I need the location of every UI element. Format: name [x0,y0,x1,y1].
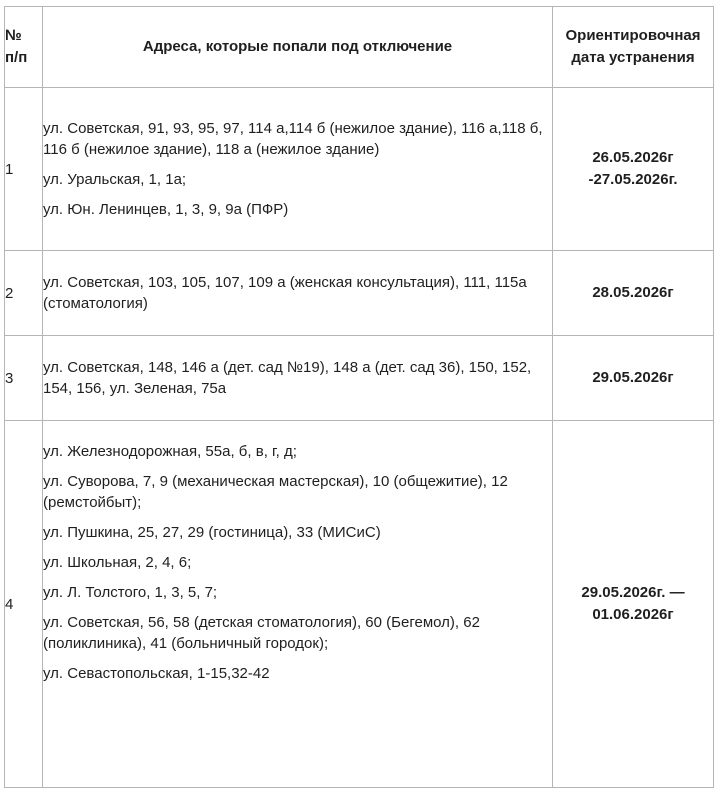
address-line: ул. Советская, 91, 93, 95, 97, 114 а,114 б (нежилое здание), 116 а,118 б, 116 б (нежилое здание), 118 а (нежилое здание) [43,120,543,158]
header-number [5,7,43,88]
header-date [553,7,714,88]
row-addresses [43,421,553,788]
row-addresses [43,88,553,251]
outage-table [4,6,714,788]
address-line: ул. Железнодорожная, 55а, б, в, г, д; [43,443,297,460]
address-line: ул. Советская, 148, 146 а (дет. сад №19), 148 а (дет. сад 36), 150, 152, 154, 156, ул. Зеленая, 75а [43,359,532,397]
date-line2: -27.05.2026г. [588,171,678,188]
row-number: 1 [5,88,43,251]
date-line2: 01.06.2026г [592,606,674,623]
header-date-line2: дата устранения [571,49,695,66]
date-line1: 26.05.2026г [592,149,674,166]
row-number: 2 [5,251,43,336]
row-date [553,336,714,421]
table-row [5,88,714,251]
header-date-line1: Ориентировочная [565,27,701,44]
table-row [5,336,714,421]
row-number: 3 [5,336,43,421]
address-line: ул. Советская, 103, 105, 107, 109 а (женская консультация), 111, 115а (стоматология) [43,274,527,312]
table-header-row [5,7,714,88]
row-number: 4 [5,421,43,788]
header-number-line2: п/п [5,49,28,66]
header-addresses: Адреса, которые попали под отключение [43,7,553,88]
address-line: ул. Советская, 56, 58 (детская стоматология), 60 (Бегемол), 62 (поликлиника), 41 (больничный городок); [43,614,480,652]
row-date [553,251,714,336]
date-line1: 29.05.2026г [592,369,674,386]
address-line: ул. Пушкина, 25, 27, 29 (гостиница), 33 (МИСиС) [43,524,381,541]
row-addresses [43,336,553,421]
header-number-line1: № [5,27,22,44]
table-row [5,421,714,788]
date-line1: 28.05.2026г [592,284,674,301]
address-line: ул. Севастопольская, 1-15,32-42 [43,665,270,682]
row-date [553,421,714,788]
address-line: ул. Суворова, 7, 9 (механическая мастерская), 10 (общежитие), 12 (ремстойбыт); [43,473,508,511]
address-line: ул. Л. Толстого, 1, 3, 5, 7; [43,584,218,601]
address-line: ул. Юн. Ленинцев, 1, 3, 9, 9а (ПФР) [43,201,289,218]
row-addresses [43,251,553,336]
address-line: ул. Уральская, 1, 1а; [43,171,187,188]
row-date [553,88,714,251]
address-line: ул. Школьная, 2, 4, 6; [43,554,192,571]
date-line1: 29.05.2026г. — [581,584,685,601]
table-row [5,251,714,336]
